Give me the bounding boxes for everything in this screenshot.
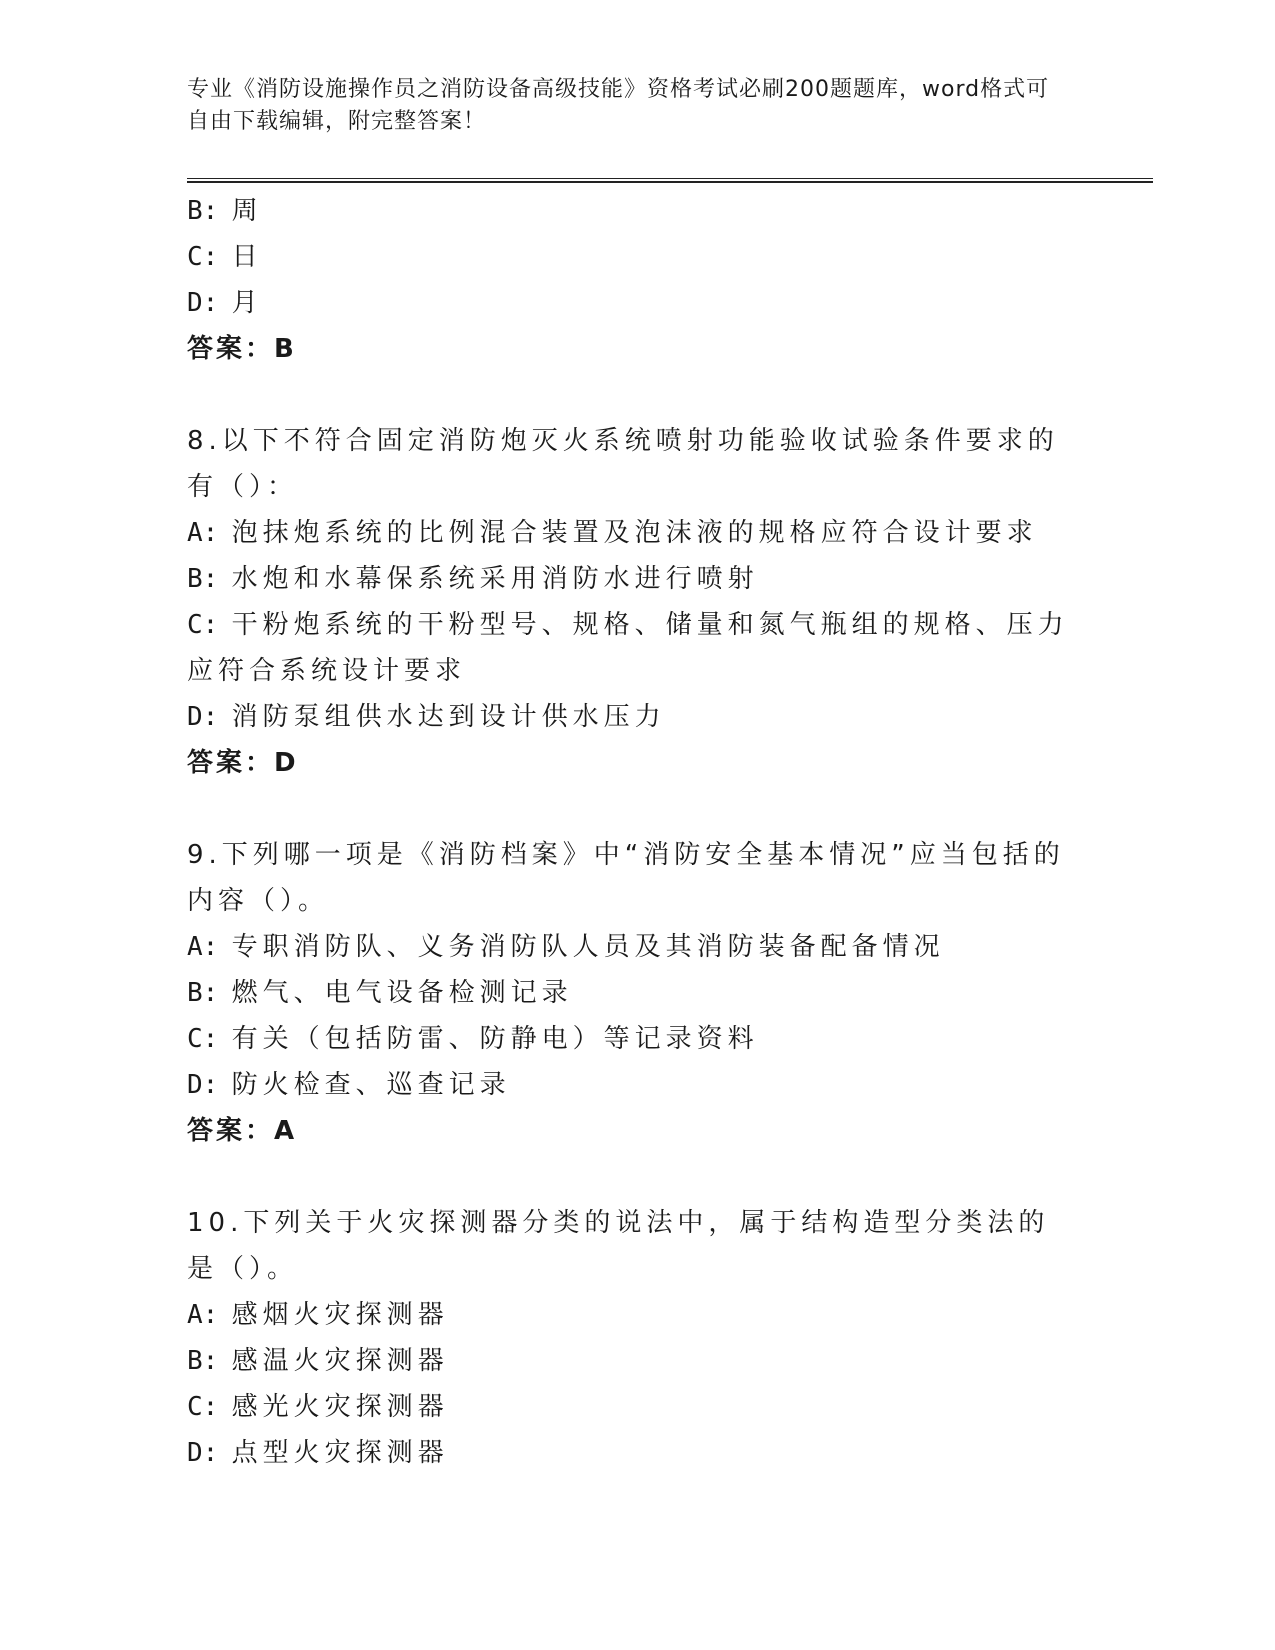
option-prefix: D:: [187, 1438, 219, 1468]
option-d: [187, 1430, 1077, 1476]
option-prefix: D:: [187, 702, 219, 732]
option-b: [187, 188, 1077, 234]
option-text: 点型火灾探测器: [231, 1438, 449, 1468]
question-title: 8.以下不符合固定消防炮灭火系统喷射功能验收试验条件要求的有（）：: [187, 426, 1059, 502]
option-text: 感烟火灾探测器: [231, 1300, 449, 1330]
option-prefix: D:: [187, 288, 219, 318]
page-header: 专业《消防设施操作员之消防设备高级技能》资格考试必刷200题题库，word格式可自由下载编辑，附完整答案！: [187, 77, 1050, 134]
option-a: [187, 510, 1077, 556]
question-8: [187, 418, 1077, 786]
option-b: [187, 556, 1077, 602]
option-prefix: B:: [187, 978, 219, 1008]
option-text: 有关（包括防雷、防静电）等记录资料: [231, 1024, 759, 1054]
option-prefix: C:: [187, 610, 219, 640]
option-prefix: C:: [187, 242, 219, 272]
option-d: [187, 280, 1077, 326]
option-b: [187, 970, 1077, 1016]
option-a: [187, 924, 1077, 970]
option-text: 专职消防队、义务消防队人员及其消防装备配备情况: [231, 932, 945, 962]
header-divider: [187, 178, 1153, 183]
option-c: [187, 602, 1077, 694]
answer-line: 答案：B: [187, 334, 297, 364]
option-text: 防火检查、巡查记录: [231, 1070, 511, 1100]
question-10: [187, 1200, 1077, 1476]
option-text: 日: [231, 242, 263, 272]
option-text: 水炮和水幕保系统采用消防水进行喷射: [231, 564, 759, 594]
option-prefix: A:: [187, 1300, 219, 1330]
option-text: 燃气、电气设备检测记录: [231, 978, 573, 1008]
option-c: [187, 1384, 1077, 1430]
option-d: [187, 694, 1077, 740]
option-text: 消防泵组供水达到设计供水压力: [231, 702, 666, 732]
option-b: [187, 1338, 1077, 1384]
option-d: [187, 1062, 1077, 1108]
option-c: [187, 1016, 1077, 1062]
option-c: [187, 234, 1077, 280]
option-text: 感温火灾探测器: [231, 1346, 449, 1376]
answer-line: 答案：D: [187, 748, 299, 778]
option-prefix: B:: [187, 564, 219, 594]
option-text: 感光火灾探测器: [231, 1392, 449, 1422]
option-prefix: B:: [187, 1346, 219, 1376]
option-text: 泡抹炮系统的比例混合装置及泡沫液的规格应符合设计要求: [231, 518, 1038, 548]
option-prefix: A:: [187, 518, 219, 548]
option-prefix: A:: [187, 932, 219, 962]
option-text: 月: [231, 288, 263, 318]
answer-line: 答案：A: [187, 1116, 298, 1146]
option-a: [187, 1292, 1077, 1338]
question-title: 9.下列哪一项是《消防档案》中“消防安全基本情况”应当包括的内容（）。: [187, 840, 1065, 916]
question-9: [187, 832, 1077, 1154]
option-prefix: C:: [187, 1392, 219, 1422]
option-text: 周: [231, 196, 263, 226]
question-7-tail: [187, 188, 1077, 372]
question-title: 10.下列关于火灾探测器分类的说法中，属于结构造型分类法的是（）。: [187, 1208, 1050, 1284]
option-prefix: D:: [187, 1070, 219, 1100]
question-content: [187, 188, 1077, 1476]
option-prefix: C:: [187, 1024, 219, 1054]
option-text: 干粉炮系统的干粉型号、规格、储量和氮气瓶组的规格、压力应符合系统设计要求: [187, 610, 1069, 686]
option-prefix: B:: [187, 196, 219, 226]
